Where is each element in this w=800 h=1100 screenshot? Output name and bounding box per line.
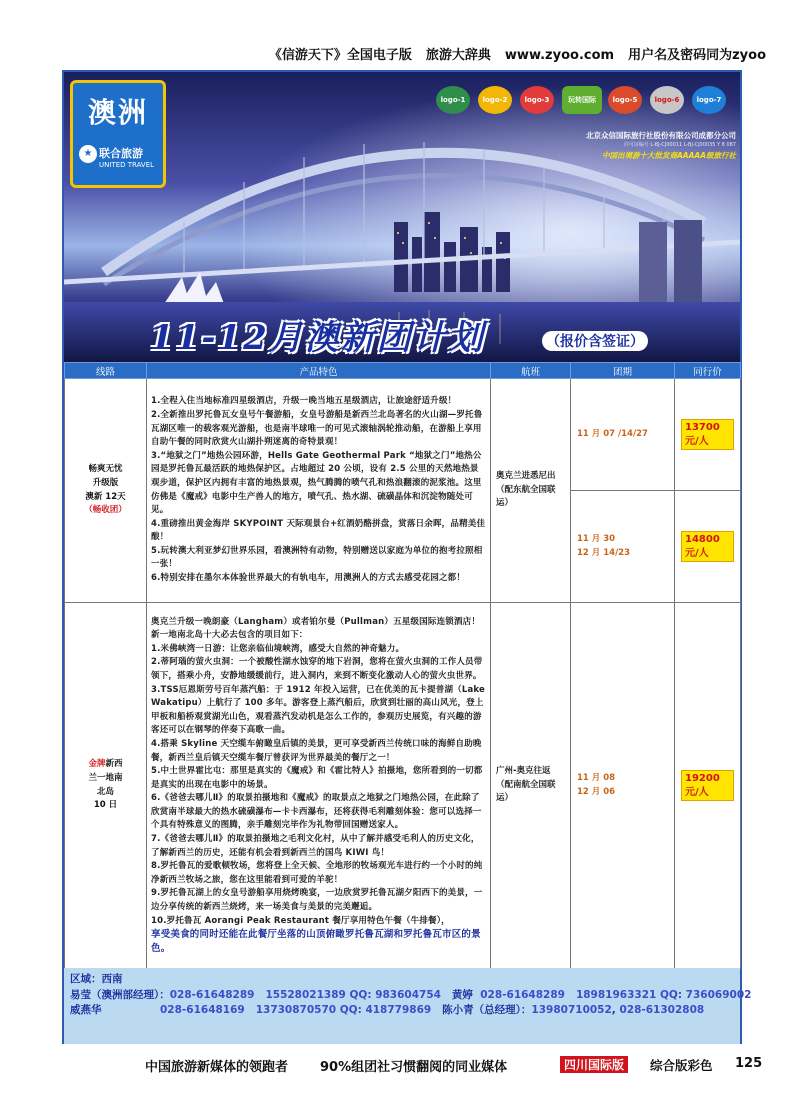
departure-dates: 11 月 30 12 月 14/23 [571, 491, 675, 603]
contact-mobile: 18981963321 [575, 988, 657, 1001]
brand-logo [70, 80, 166, 188]
contact-name: 易莹（澳洲部经理）： [70, 988, 170, 1001]
brand-name: 联合旅游 [99, 147, 143, 160]
column-header: 团期 [571, 363, 675, 379]
feature-item: 5.中土世界霍比屯：那里是真实的《魔戒》和《霍比特人》拍摄地，您所看到的一切都是真实的出现在电影中的场景。 [151, 766, 483, 790]
contact-qq: QQ: 983604754 [349, 988, 441, 1001]
publication-title: 《信游天下》全国电子版 [268, 48, 412, 63]
contact-mobile: 13730870570 [255, 1004, 337, 1016]
table-header-row [65, 363, 741, 379]
brand-title: 澳洲 [87, 96, 148, 129]
price-badge: 13700 元/人 [681, 419, 734, 450]
feature-item: 4.搭乘 Skyline 天空缆车俯瞰皇后镇的美景，更可享受新西兰传统口味的海鲜自助晚餐，新西兰皇后镇天空缆车餐厅曾获评为世界最美的餐厅之一！ [151, 738, 482, 763]
tour-plan-table [64, 362, 741, 969]
partner-logo-icon: logo-5 [608, 86, 642, 114]
page-title: 11-12月澳新团计划 [150, 318, 485, 358]
section-title: 旅游大辞典 [425, 48, 491, 63]
flight-cell: 奥克兰进悉尼出（配东航全国联运） [491, 379, 571, 603]
features-cell [147, 603, 491, 969]
edition-badge: 四川国际版 [560, 1056, 628, 1073]
feature-item: 7.《爸爸去哪儿Ⅱ》的取景拍摄地之毛利文化村，从中了解并感受毛利人的历史文化，了解新西兰的历史，还能有机会看到新西兰的国鸟 KIWI 鸟！ [151, 834, 480, 858]
footer-section: 综合版彩色 [650, 1058, 713, 1073]
column-header: 产品特色 [147, 363, 491, 379]
route-cell: 金牌新西 兰一地南 北岛 10 日 [65, 603, 147, 969]
page-number: 125 [735, 1056, 763, 1071]
feature-item: 新一地南北岛十大必去包含的项目如下： [151, 630, 308, 641]
price-note: （报价含签证） [542, 331, 648, 351]
partner-logo-icon: logo-1 [436, 86, 470, 114]
column-header: 线路 [65, 363, 147, 379]
footer-slogan: 中国旅游新媒体的领跑者 [145, 1060, 289, 1075]
feature-item: 6.《爸爸去哪儿Ⅱ》的取景拍摄地和《魔戒》的取景点之地狱之门地热公园，在此除了欣赏南半球最大的热水硫磺瀑布—卡卡西瀑布，还将获得毛利雕刻体验：您可以选择一个具有特殊意义的图腾，亲手雕刻完毕作为礼物带回国赠送家人。 [151, 793, 482, 831]
feature-item: 2.全新推出罗托鲁瓦女皇号午餐游船，女皇号游船是新西兰北岛著名的火山湖—罗托鲁瓦湖区唯一的载客观光游船，也是南半球唯一的可见式滚轴涡轮推动船，在游船上享用自助午餐的同时欣赏火山湖扑朔迷离的奇特景观！ [151, 409, 483, 448]
contact-qq: QQ: 736069002 [659, 988, 752, 1001]
region-line: 区域：西南 [70, 973, 123, 985]
contact-name: 黄婷 [451, 988, 473, 1001]
page-footer [0, 1054, 800, 1078]
price-cell [675, 491, 741, 603]
feature-item: 奥克兰升级一晚朗豪（Langham）或者铂尔曼（Pullman）五星级国际连锁酒店！ [151, 616, 481, 627]
feature-item: 9.罗托鲁瓦湖上的女皇号游船享用烧烤晚宴，一边欣赏罗托鲁瓦湖夕阳西下的美景，一边分享传统的新西兰烧烤，来一场美食与美景的完美邂逅。 [151, 888, 483, 913]
website-link[interactable]: www.zyoo.com [504, 48, 615, 63]
partner-logo-icon: logo-6 [650, 86, 684, 114]
top-header-line [0, 44, 800, 63]
feature-item: 8.罗托鲁瓦的爱歌顿牧场，您将登上全天候、全地形的牧场观光车进行约一个小时的纯净新西兰牧场之旅，您在这里能看到可爱的羊驼！ [151, 861, 483, 885]
feature-item: 3.“地狱之门”地热公园环游，Hells Gate Geothermal Park “地狱之门”地热公园是罗托鲁瓦最活跃的地热保护区。占地超过 20 公顷，设有 2.5 公里的天然地热景观步道，保护区内拥有丰富的地热景观，热气腾腾的喷气孔和热浪翻滚的泥浆池。这里仿佛是《魔戒》电影中生产兽人的地方，喷气孔、热水湖、硫磺晶体和沉淀物随处可见。 [151, 450, 482, 516]
feature-item: 3.TSS厄恩斯劳号百年蒸汽船：于 1912 年投入运营，已在优美的瓦卡提普湖（Lake Wakatipu）上航行了 100 多年。游客登上蒸汽船后，欣赏到壮丽的高山风光，登上甲板和船桥观赏湖光山色，观看蒸汽发动机是怎么工作的，参观历史展览，有兴趣的游客还可以在钢琴的伴奏下高歌一曲。 [151, 684, 486, 736]
contact-phone: 028-61302808 [619, 1004, 705, 1016]
partner-logo-icon: logo-3 [520, 86, 554, 114]
contact-line: 威燕华 028-61648169 13730870570 QQ: 418779869 陈小青（总经理）：13980710052, 028-61302808 [70, 1004, 705, 1016]
departure-dates: 11 月 08 12 月 06 [571, 603, 675, 969]
agency-slogan: 中国出境游十大批发商AAAAA级旅行社 [601, 151, 736, 160]
partner-logo-icon: logo-7 [692, 86, 726, 114]
footer-slogan: 90%组团社习惯翻阅的同业媒体 [320, 1060, 508, 1075]
agency-license: 许可证编号 L-BJ-CJ00011 L-BJ-CJ00035 Y 8 087 [623, 142, 736, 148]
flight-cell: 广州-奥克往返（配南航全国联运） [491, 603, 571, 969]
price-cell [675, 379, 741, 491]
partner-logos [436, 86, 736, 120]
login-note: 用户名及密码同为zyoo [628, 48, 766, 63]
partner-logo-icon: 玩转国际 [562, 86, 602, 114]
price-badge: 19200 元/人 [681, 770, 734, 801]
contact-line [70, 988, 752, 1004]
contact-phone: 028-61648289 [480, 988, 565, 1001]
agency-name: 北京众信国际旅行社股份有限公司成都分公司 [586, 131, 736, 140]
feature-item: 2.蒂阿瑙的萤火虫洞：一个被酸性湖水蚀穿的地下岩洞，您将在萤火虫洞的工作人员带领下，搭乘小舟，安静地缓缓前行，进入洞内，来到不断变化激动人心的萤火虫世界。 [151, 657, 483, 681]
price-cell [675, 603, 741, 969]
brand-name-en: UNITED TRAVEL [99, 161, 155, 169]
feature-item: 6.特别安排在墨尔本体验世界最大的有轨电车，用澳洲人的方式去感受花园之都！ [151, 573, 466, 584]
feature-item: 1.米佛峡湾一日游：让您亲临仙境峡湾，感受大自然的神奇魅力。 [151, 643, 405, 654]
contact-phone: 028-61648289 [169, 988, 255, 1001]
contact-mobile: 15528021389 [265, 988, 346, 1001]
partner-logo-icon: logo-2 [478, 86, 512, 114]
price-badge: 14800 元/人 [681, 531, 734, 562]
feature-highlight: 享受美食的同时还能在此餐厅坐落的山顶俯瞰罗托鲁瓦湖和罗托鲁瓦市区的景色。 [151, 929, 481, 954]
contact-qq: QQ: 418779869 [339, 1004, 432, 1016]
feature-item: 1.全程入住当地标准四星级酒店，升级一晚当地五星级酒店，让旅途舒适升级！ [151, 396, 457, 407]
table-row [65, 603, 741, 969]
feature-item: 4.重磅推出黄金海岸 SKYPOINT 天际观景台+红酒奶酪拼盘，赏落日余晖，品精美佳酿！ [151, 518, 486, 543]
united-travel-icon: ★ [79, 145, 97, 163]
feature-item: 10.罗托鲁瓦 Aorangi Peak Restaurant 餐厅享用特色午餐（牛排餐）， [151, 915, 450, 926]
departure-dates: 11 月 07 /14/27 [571, 379, 675, 491]
contact-phone: 028-61648169 [160, 1004, 245, 1016]
route-cell: 畅爽无忧 升级版 澳新 12天 （畅收团） [65, 379, 147, 603]
contact-name: 陈小青（总经理）： [442, 1004, 532, 1016]
column-header: 同行价 [675, 363, 741, 379]
features-cell [147, 379, 491, 603]
contact-mobile: 13980710052 [531, 1004, 612, 1016]
table-row [65, 379, 741, 491]
feature-item: 5.玩转澳大利亚梦幻世界乐园，看澳洲特有动物，特别赠送以家庭为单位的抱考拉照相一张！ [151, 545, 483, 570]
contact-name: 威燕华 [70, 1004, 102, 1016]
contact-block [64, 968, 752, 1044]
column-header: 航班 [491, 363, 571, 379]
